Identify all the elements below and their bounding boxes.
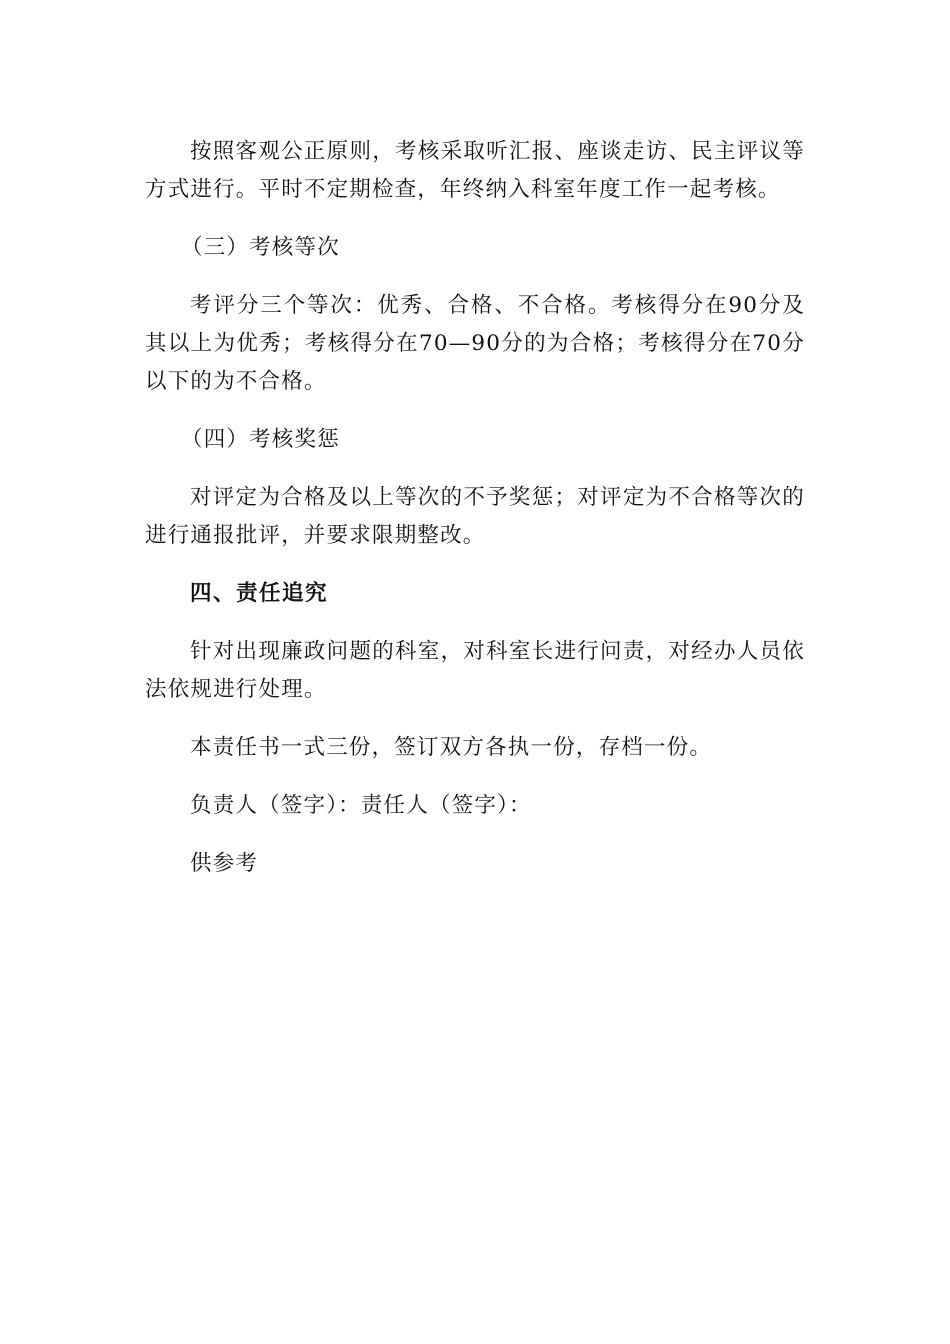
paragraph-signatures: 负责人（签字）：责任人（签字）： — [190, 793, 532, 818]
subheading-rewards-penalties: （四）考核奖惩 — [181, 427, 340, 452]
paragraph-grade-levels: 考评分三个等次：优秀、合格、不合格。考核得分在90分及其以上为优秀；考核得分在70—90分的为合格；考核得分在70分以下的为不合格。 — [145, 293, 805, 394]
paragraph-copies: 本责任书一式三份，签订双方各执一份，存档一份。 — [190, 735, 713, 760]
paragraph-rewards-penalties: 对评定为合格及以上等次的不予奖惩；对评定为不合格等次的进行通报批评，并要求限期整改。 — [145, 485, 805, 548]
subheading-assessment-grades: （三）考核等次 — [181, 235, 340, 260]
section-heading-accountability: 四、责任追究 — [190, 581, 329, 606]
paragraph-assessment-method: 按照客观公正原则，考核采取听汇报、座谈走访、民主评议等方式进行。平时不定期检查，年终纳入科室年度工作一起考核。 — [145, 139, 805, 202]
paragraph-accountability: 针对出现廉政问题的科室，对科室长进行问责，对经办人员依法依规进行处理。 — [145, 639, 805, 702]
document-body — [145, 133, 805, 903]
paragraph-reference-note: 供参考 — [190, 851, 259, 876]
